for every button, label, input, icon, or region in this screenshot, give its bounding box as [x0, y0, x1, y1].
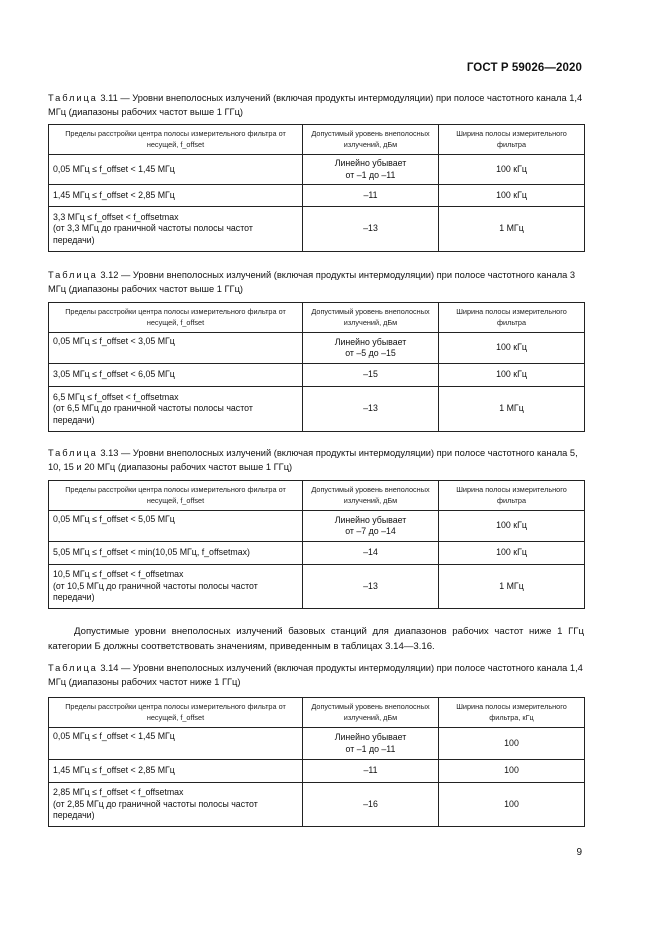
offset-range-cell: 3,05 МГц ≤ f_offset < 6,05 МГц — [49, 364, 303, 387]
level-cell: Линейно убывает от –5 до –15 — [303, 333, 439, 364]
column-header: Допустимый уровень внеполосных излучений, дБм — [303, 125, 439, 155]
column-header: Ширина полосы измерительного фильтра — [439, 481, 585, 511]
column-header: Допустимый уровень внеполосных излучений, дБм — [303, 481, 439, 511]
column-header: Пределы расстройки центра полосы измерительного фильтра от несущей, f_offset — [49, 481, 303, 511]
offset-range-cell: 2,85 МГц ≤ f_offset < f_offsetmax (от 2,85 МГц до граничной частоты полосы частот передачи) — [49, 783, 303, 827]
column-header: Ширина полосы измерительного фильтра — [439, 303, 585, 333]
offset-range-cell: 0,05 МГц ≤ f_offset < 3,05 МГц — [49, 333, 303, 364]
table-row — [49, 185, 585, 207]
bandwidth-cell: 1 МГц — [439, 565, 585, 609]
table-caption-text: 3.13 — Уровни внеполосных излучений (включая продукты интермодуляции) при полосе частотного канала 5, 10, 15 и 20 МГц (диапазоны рабочих частот выше 1 ГГц) — [48, 448, 578, 472]
table-caption-text: 3.12 — Уровни внеполосных излучений (включая продукты интермодуляции) при полосе частотного канала 3 МГц (диапазоны рабочих частот выше 1 ГГц) — [48, 270, 576, 294]
column-header: Ширина полосы измерительного фильтра — [439, 125, 585, 155]
table-caption — [48, 92, 584, 119]
table-caption-text: 3.11 — Уровни внеполосных излучений (включая продукты интермодуляции) при полосе частотного канала 1,4 МГц (диапазоны рабочих частот выше 1 ГГц) — [48, 93, 583, 117]
table-3-12 — [48, 302, 585, 432]
level-cell: Линейно убывает от –7 до –14 — [303, 511, 439, 542]
bandwidth-cell: 1 МГц — [439, 207, 585, 252]
column-header: Ширина полосы измерительного фильтра, кГц — [439, 698, 585, 728]
level-cell: Линейно убывает от –1 до –11 — [303, 155, 439, 185]
offset-range-cell: 0,05 МГц ≤ f_offset < 1,45 МГц — [49, 155, 303, 185]
table-caption — [48, 447, 584, 474]
table-row — [49, 387, 585, 432]
bandwidth-cell: 100 кГц — [439, 511, 585, 542]
level-cell: –14 — [303, 542, 439, 565]
bandwidth-cell: 100 кГц — [439, 185, 585, 207]
bandwidth-cell: 100 кГц — [439, 333, 585, 364]
page-number: 9 — [576, 847, 582, 858]
table-header-row — [49, 698, 585, 728]
table-3-14 — [48, 697, 585, 827]
table-caption-label: Таблица — [48, 448, 98, 458]
table-caption-text: 3.14 — Уровни внеполосных излучений (включая продукты интермодуляции) при полосе частотного канала 1,4 МГц (диапазоны рабочих частот ниже 1 ГГц) — [48, 663, 583, 687]
table-3-11 — [48, 124, 585, 252]
body-paragraph: Допустимые уровни внеполосных излучений базовых станций для диапазонов рабочих частот ниже 1 ГГц категории Б должны соответствовать значениям, приведенным в таблицах 3.14—3.16. — [48, 626, 584, 652]
table-row — [49, 728, 585, 760]
column-header: Допустимый уровень внеполосных излучений, дБм — [303, 303, 439, 333]
column-header: Пределы расстройки центра полосы измерительного фильтра от несущей, f_offset — [49, 698, 303, 728]
table-row — [49, 333, 585, 364]
table-header-row — [49, 125, 585, 155]
bandwidth-cell: 100 кГц — [439, 155, 585, 185]
table-caption — [48, 269, 584, 296]
level-cell: –11 — [303, 185, 439, 207]
table-3-13 — [48, 480, 585, 609]
bandwidth-cell: 100 — [439, 728, 585, 760]
level-cell: –16 — [303, 783, 439, 827]
level-cell: –13 — [303, 387, 439, 432]
column-header: Пределы расстройки центра полосы измерительного фильтра от несущей, f_offset — [49, 303, 303, 333]
table-row — [49, 155, 585, 185]
offset-range-cell: 6,5 МГц ≤ f_offset < f_offsetmax (от 6,5 МГц до граничной частоты полосы частот передачи) — [49, 387, 303, 432]
table-caption-label: Таблица — [48, 270, 98, 280]
table-caption-label: Таблица — [48, 663, 98, 673]
level-cell: –13 — [303, 207, 439, 252]
bandwidth-cell: 100 — [439, 783, 585, 827]
level-cell: –15 — [303, 364, 439, 387]
table-caption — [48, 662, 584, 689]
standard-code: ГОСТ Р 59026—2020 — [466, 62, 582, 74]
table-header-row — [49, 481, 585, 511]
table-row — [49, 565, 585, 609]
table-row — [49, 542, 585, 565]
offset-range-cell: 10,5 МГц ≤ f_offset < f_offsetmax (от 10,5 МГц до граничной частоты полосы частот передачи) — [49, 565, 303, 609]
table-caption-label: Таблица — [48, 93, 98, 103]
offset-range-cell: 0,05 МГц ≤ f_offset < 5,05 МГц — [49, 511, 303, 542]
bandwidth-cell: 100 кГц — [439, 542, 585, 565]
column-header: Допустимый уровень внеполосных излучений, дБм — [303, 698, 439, 728]
table-header-row — [49, 303, 585, 333]
bandwidth-cell: 100 кГц — [439, 364, 585, 387]
offset-range-cell: 3,3 МГц ≤ f_offset < f_offsetmax (от 3,3 МГц до граничной частоты полосы частот передачи) — [49, 207, 303, 252]
level-cell: –13 — [303, 565, 439, 609]
table-row — [49, 207, 585, 252]
column-header: Пределы расстройки центра полосы измерительного фильтра от несущей, f_offset — [49, 125, 303, 155]
table-row — [49, 511, 585, 542]
table-row — [49, 760, 585, 783]
bandwidth-cell: 1 МГц — [439, 387, 585, 432]
bandwidth-cell: 100 — [439, 760, 585, 783]
offset-range-cell: 1,45 МГц ≤ f_offset < 2,85 МГц — [49, 760, 303, 783]
level-cell: –11 — [303, 760, 439, 783]
table-row — [49, 783, 585, 827]
level-cell: Линейно убывает от –1 до –11 — [303, 728, 439, 760]
offset-range-cell: 5,05 МГц ≤ f_offset < min(10,05 МГц, f_offsetmax) — [49, 542, 303, 565]
offset-range-cell: 1,45 МГц ≤ f_offset < 2,85 МГц — [49, 185, 303, 207]
offset-range-cell: 0,05 МГц ≤ f_offset < 1,45 МГц — [49, 728, 303, 760]
table-row — [49, 364, 585, 387]
